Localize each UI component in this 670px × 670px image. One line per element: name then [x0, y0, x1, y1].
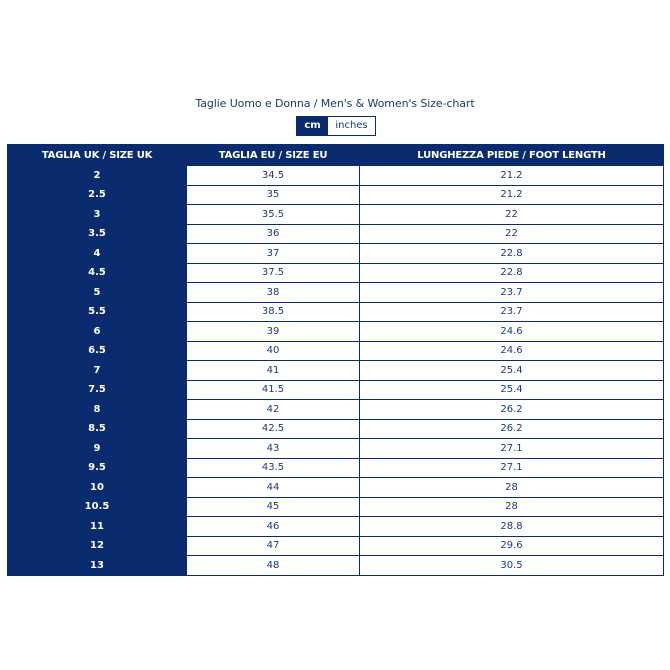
cell-size-eu: 39 [187, 322, 360, 342]
cell-foot-length: 25.4 [360, 361, 664, 381]
table-row [8, 263, 664, 283]
cell-size-uk: 7.5 [8, 380, 187, 400]
table-row [8, 283, 664, 303]
table-row [8, 302, 664, 322]
cell-foot-length: 22.8 [360, 244, 664, 264]
cell-foot-length: 30.5 [360, 556, 664, 576]
size-chart-title: Taglie Uomo e Donna / Men's & Women's Size-chart [195, 97, 475, 110]
cell-size-uk: 4 [8, 244, 187, 264]
cell-size-uk: 12 [8, 536, 187, 556]
cell-size-uk: 5 [8, 283, 187, 303]
table-row [8, 497, 664, 517]
table-row [8, 478, 664, 498]
cell-foot-length: 24.6 [360, 341, 664, 361]
table-row [8, 380, 664, 400]
cell-size-uk: 5.5 [8, 302, 187, 322]
table-row [8, 556, 664, 576]
cell-foot-length: 21.2 [360, 166, 664, 186]
cell-size-uk: 6 [8, 322, 187, 342]
cell-size-eu: 41.5 [187, 380, 360, 400]
cell-size-eu: 43 [187, 439, 360, 459]
cell-foot-length: 28.8 [360, 517, 664, 537]
cell-size-eu: 41 [187, 361, 360, 381]
cell-size-uk: 4.5 [8, 263, 187, 283]
cell-size-eu: 40 [187, 341, 360, 361]
cell-foot-length: 22 [360, 205, 664, 225]
table-row [8, 341, 664, 361]
cell-size-eu: 46 [187, 517, 360, 537]
cell-foot-length: 23.7 [360, 283, 664, 303]
cell-foot-length: 29.6 [360, 536, 664, 556]
cell-size-uk: 3 [8, 205, 187, 225]
cell-size-eu: 47 [187, 536, 360, 556]
table-row [8, 244, 664, 264]
cell-foot-length: 26.2 [360, 400, 664, 420]
cell-foot-length: 26.2 [360, 419, 664, 439]
table-row [8, 224, 664, 244]
cell-size-uk: 6.5 [8, 341, 187, 361]
unit-cm-button[interactable]: cm [297, 117, 328, 135]
table-row [8, 517, 664, 537]
cell-size-eu: 42 [187, 400, 360, 420]
cell-size-uk: 10.5 [8, 497, 187, 517]
cell-foot-length: 24.6 [360, 322, 664, 342]
header-size-uk: TAGLIA UK / SIZE UK [8, 145, 187, 166]
size-chart-table [7, 144, 664, 576]
cell-foot-length: 22.8 [360, 263, 664, 283]
cell-size-eu: 38.5 [187, 302, 360, 322]
cell-size-uk: 11 [8, 517, 187, 537]
cell-foot-length: 28 [360, 497, 664, 517]
cell-size-uk: 8.5 [8, 419, 187, 439]
cell-foot-length: 22 [360, 224, 664, 244]
table-row [8, 419, 664, 439]
table-header-row [8, 145, 664, 166]
cell-size-uk: 13 [8, 556, 187, 576]
table-row [8, 536, 664, 556]
cell-foot-length: 21.2 [360, 185, 664, 205]
cell-size-eu: 43.5 [187, 458, 360, 478]
table-row [8, 166, 664, 186]
cell-size-eu: 34.5 [187, 166, 360, 186]
cell-foot-length: 28 [360, 478, 664, 498]
cell-size-eu: 45 [187, 497, 360, 517]
cell-size-eu: 37 [187, 244, 360, 264]
cell-size-uk: 3.5 [8, 224, 187, 244]
header-size-eu: TAGLIA EU / SIZE EU [187, 145, 360, 166]
cell-size-uk: 9.5 [8, 458, 187, 478]
cell-size-eu: 35 [187, 185, 360, 205]
cell-size-eu: 44 [187, 478, 360, 498]
table-row [8, 400, 664, 420]
table-row [8, 185, 664, 205]
table-row [8, 361, 664, 381]
cell-size-uk: 2.5 [8, 185, 187, 205]
cell-size-eu: 35.5 [187, 205, 360, 225]
table-row [8, 205, 664, 225]
cell-size-uk: 8 [8, 400, 187, 420]
unit-inches-button[interactable]: inches [328, 117, 375, 135]
cell-size-eu: 36 [187, 224, 360, 244]
cell-size-uk: 7 [8, 361, 187, 381]
unit-toggle [296, 116, 376, 136]
table-row [8, 322, 664, 342]
cell-foot-length: 27.1 [360, 439, 664, 459]
cell-size-eu: 38 [187, 283, 360, 303]
cell-size-eu: 42.5 [187, 419, 360, 439]
cell-size-eu: 48 [187, 556, 360, 576]
header-foot-length: LUNGHEZZA PIEDE / FOOT LENGTH [360, 145, 664, 166]
cell-size-eu: 37.5 [187, 263, 360, 283]
cell-foot-length: 23.7 [360, 302, 664, 322]
table-row [8, 439, 664, 459]
cell-size-uk: 9 [8, 439, 187, 459]
cell-size-uk: 2 [8, 166, 187, 186]
cell-foot-length: 27.1 [360, 458, 664, 478]
cell-size-uk: 10 [8, 478, 187, 498]
table-row [8, 458, 664, 478]
cell-foot-length: 25.4 [360, 380, 664, 400]
